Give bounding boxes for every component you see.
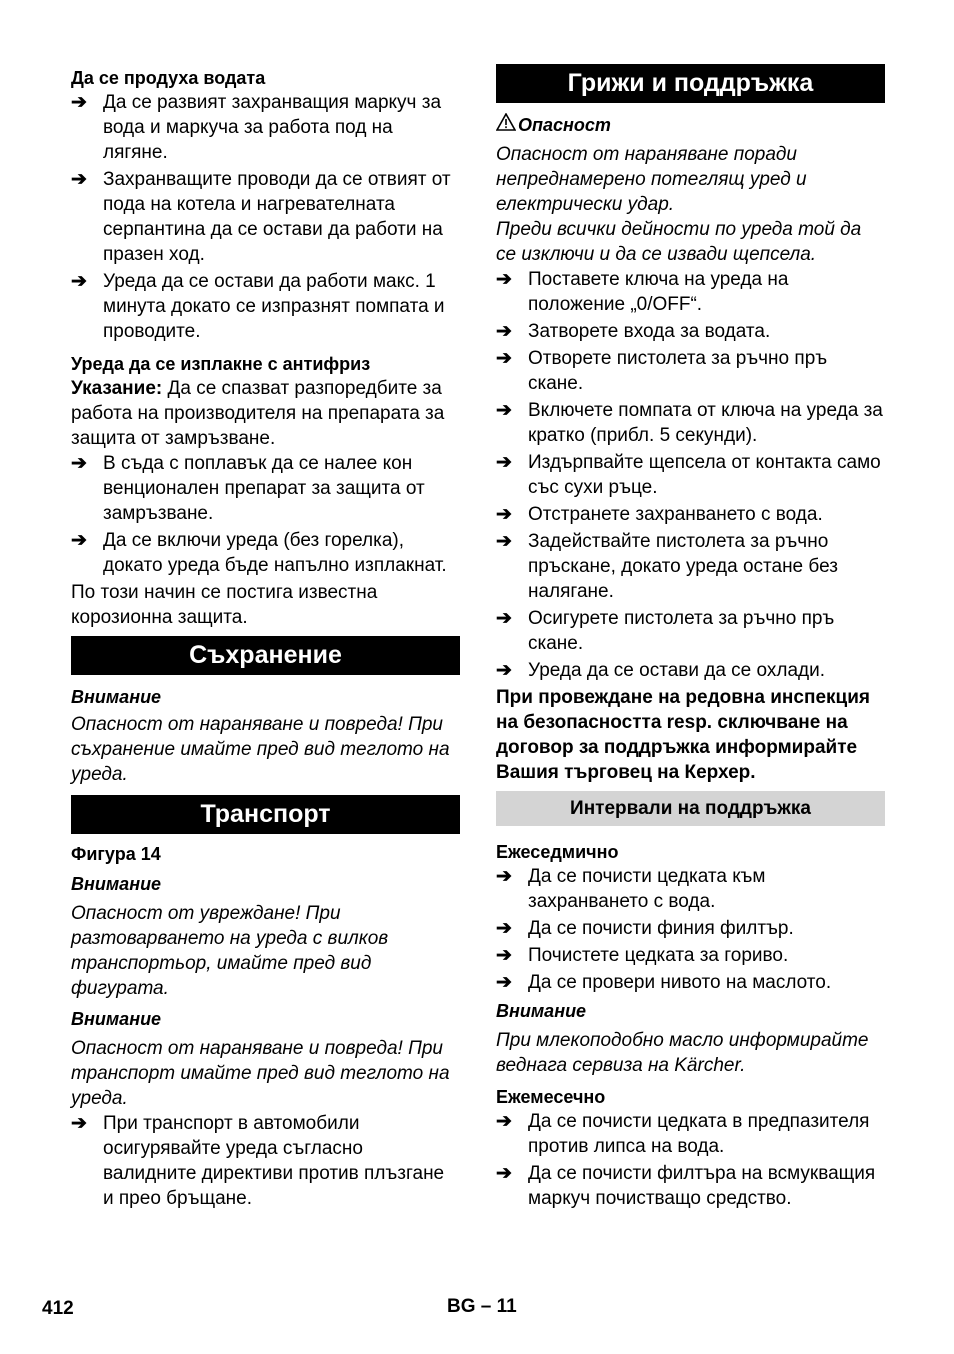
bullet-item [496,970,885,995]
arrow-right-icon: ➔ [71,453,87,474]
right-column [496,62,885,1213]
transport-caution-label-1: Внимание [71,874,162,894]
storage-caution-text: Опасност от нараняване и повреда! При съхранение имайте пред вид теглото на уреда. [71,714,450,785]
bullet-text: Затворете входа за водата. [528,321,771,342]
bullet-item [496,943,885,968]
bullet-item [71,451,460,526]
bullet-text: Захранващите проводи да се отвият от пода на котела и нагревателната серпантина да се остави да работи на празен ход. [103,169,451,265]
bullet-text: Включете помпата от ключа на уреда за кратко (прибл. 5 секунди). [528,400,883,446]
bullet-item [496,450,885,500]
bullet-text: Задействайте пистолета за ръчно пръскане, докато уреда остане без налягане. [528,531,838,602]
bullet-item [71,90,460,165]
bullet-text: Осигурете пистолета за ръчно пръ скане. [528,608,835,654]
transport-caution-text-2: Опасност от нараняване и повреда! При транспорт имайте пред вид теглото на уреда. [71,1038,450,1109]
arrow-right-icon: ➔ [496,1111,512,1132]
bullet-item [71,167,460,267]
bullet-item [496,319,885,344]
weekly-list [496,864,885,995]
bullet-text: Да се почисти филтъра на всмукващия маркуч почистващо средство. [528,1163,876,1209]
heading-weekly: Ежеседмично [496,842,619,862]
weekly-caution-label: Внимание [496,1001,587,1021]
arrow-right-icon: ➔ [496,452,512,473]
arrow-right-icon: ➔ [71,271,87,292]
danger-text-1: Опасност от нараняване поради непреднамерено потеглящ уред и електрически удар. [496,144,807,215]
blow-list [71,90,460,344]
bullet-text: Да се развият захранващия маркуч за вода и маркуча за работа под на лягяне. [103,92,442,163]
bullet-text: Отстранете захранването с вода. [528,504,823,525]
bullet-text: Да се почисти цедката в предпазителя против липса на вода. [528,1111,870,1157]
arrow-right-icon: ➔ [71,1113,87,1134]
corrosion-text: По този начин се постига известна корозионна защита. [71,582,378,628]
weekly-caution-text: При млекоподобно масло информирайте веднага сервиза на Kärcher. [496,1030,869,1076]
transport-caution-text-1: Опасност от увреждане! При разтоварването на уреда с вилков транспортьор, имайте пред вид фигурата. [71,903,389,999]
arrow-right-icon: ➔ [71,530,87,551]
bullet-item [496,267,885,317]
danger-heading [496,113,885,137]
care-list [496,267,885,683]
note-text: Да се спазват разпоредбите за работа на производителя на препарата за защита от замръзване. [71,378,445,449]
bullet-text: Отворете пистолета за ръчно пръ скане. [528,348,828,394]
bullet-item [496,502,885,527]
bullet-text: В съда с поплавък да се налее кон венционален препарат за защита от замръзване. [103,453,425,524]
bullet-text: При транспорт в автомобили осигурявайте уреда съгласно валидните директиви против плъзгане и прео бръщане. [103,1113,445,1209]
arrow-right-icon: ➔ [496,918,512,939]
bullet-text: Да се почисти цедката към захранването с вода. [528,866,766,912]
arrow-right-icon: ➔ [496,348,512,369]
arrow-right-icon: ➔ [496,269,512,290]
arrow-right-icon: ➔ [496,945,512,966]
bullet-item [71,528,460,578]
bullet-item [496,346,885,396]
bullet-item [496,606,885,656]
inspection-text: При провеждане на редовна инспекция на безопасността resp. сключване на договор за поддръжка информирайте Вашия търговец на Керхер. [496,687,870,783]
danger-label: Опасност [518,115,611,135]
section-title-intervals: Интервали на поддръжка [496,791,885,826]
bullet-item [496,864,885,914]
arrow-right-icon: ➔ [496,660,512,681]
arrow-right-icon: ➔ [496,504,512,525]
arrow-right-icon: ➔ [71,169,87,190]
monthly-list [496,1109,885,1211]
bullet-item [71,269,460,344]
arrow-right-icon: ➔ [496,321,512,342]
bullet-item [496,398,885,448]
bullet-item [496,1161,885,1211]
bullet-text: Уреда да се остави да се охлади. [528,660,826,681]
bullet-item [496,529,885,604]
section-title-transport: Транспорт [71,795,460,834]
bullet-text: Да се почисти финия филтър. [528,918,794,939]
arrow-right-icon: ➔ [496,866,512,887]
danger-text-2: Преди всички дейности по уреда той да се изключи и да се извади щепсела. [496,219,862,265]
bullet-item [496,916,885,941]
arrow-right-icon: ➔ [71,92,87,113]
bullet-item [496,1109,885,1159]
heading-antifreeze: Уреда да се изплакне с антифриз [71,354,371,374]
bullet-item [496,658,885,683]
heading-monthly: Ежемесечно [496,1087,606,1107]
note-paragraph [71,376,460,451]
arrow-right-icon: ➔ [496,400,512,421]
arrow-right-icon: ➔ [496,972,512,993]
heading-blow-water: Да се продуха водата [71,68,266,88]
left-column [71,62,460,1213]
section-title-care: Грижи и поддръжка [496,64,885,103]
transport-list [71,1111,460,1211]
warning-triangle-icon [496,113,518,137]
bullet-item [71,1111,460,1211]
language-page-label: BG – 11 [447,1296,517,1317]
figure-reference: Фигура 14 [71,844,161,864]
section-title-storage: Съхранение [71,636,460,675]
page-number: 412 [42,1298,74,1319]
storage-caution-label: Внимание [71,687,162,707]
bullet-text: Да се включи уреда (без горелка), докато уреда бъде напълно изплакнат. [103,530,447,576]
bullet-text: Издърпвайте щепсела от контакта само със сухи ръце. [528,452,881,498]
bullet-text: Поставете ключа на уреда на положение „0/OFF“. [528,269,789,315]
arrow-right-icon: ➔ [496,608,512,629]
note-label: Указание: [71,378,163,399]
arrow-right-icon: ➔ [496,1163,512,1184]
bullet-text: Да се провери нивото на маслото. [528,972,832,993]
bullet-text: Уреда да се остави да работи макс. 1 минута докато се изпразнят помпата и проводите. [103,271,445,342]
transport-caution-label-2: Внимание [71,1009,162,1029]
arrow-right-icon: ➔ [496,531,512,552]
bullet-text: Почистете цедката за гориво. [528,945,789,966]
antifreeze-list [71,451,460,578]
